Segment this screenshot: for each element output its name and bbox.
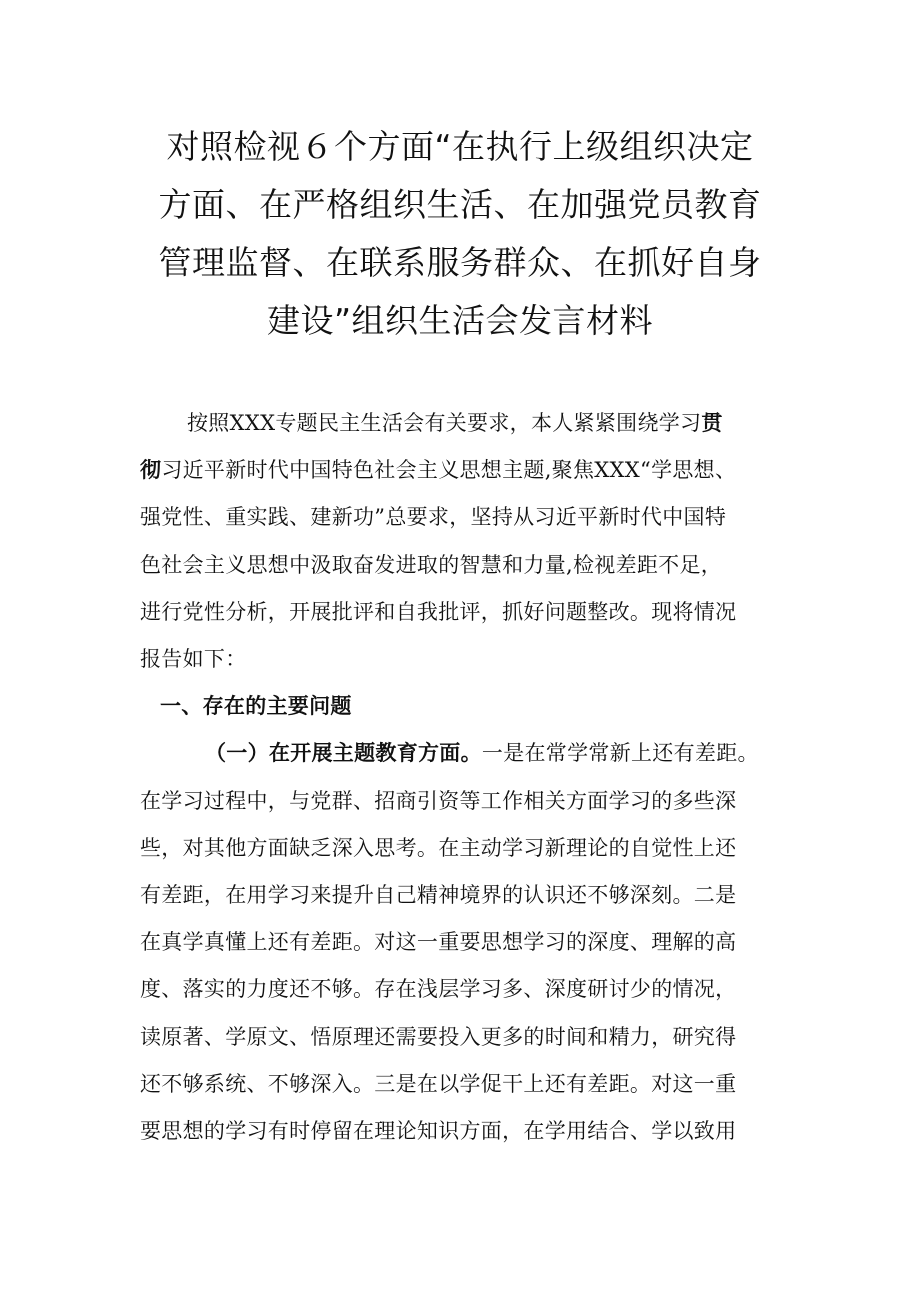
title-line-4: 建设”组织生活会发言材料 — [266, 301, 654, 340]
subsection-line: 读原著、学原文、悟原理还需要投入更多的时间和精力，研究得 — [140, 1024, 737, 1049]
title-line-1: 对照检视６个方面“在执行上级组织决定 — [166, 127, 754, 166]
intro-line-3: 强党性、重实践、建新功”总要求，坚持从习近平新时代中国特 — [140, 505, 727, 530]
section-heading: 一、存在的主要问题 — [160, 694, 352, 719]
subsection-heading: （一）在开展主题教育方面。 — [205, 741, 482, 766]
intro-line-2 — [140, 447, 800, 494]
subsection-line: 还不够系统、不够深入。三是在以学促干上还有差距。对这一重 — [140, 1071, 737, 1096]
subsection-line: 要思想的学习有时停留在理论知识方面，在学用结合、学以致用 — [140, 1119, 737, 1144]
subsection-line: 在真学真懂上还有差距。对这一重要思想学习的深度、理解的高 — [140, 930, 737, 955]
subsection-line: 有差距，在用学习来提升自己精神境界的认识还不够深刻。二是 — [140, 883, 737, 908]
document-title — [110, 118, 810, 350]
document-body — [140, 400, 800, 1155]
intro-bold-char: 贯 — [701, 411, 723, 435]
title-line-2: 方面、在严格组织生活、在加强党员教育 — [158, 185, 762, 224]
title-line-3: 管理监督、在联系服务群众、在抓好自身 — [158, 243, 762, 282]
intro-line-5: 进行党性分析，开展批评和自我批评，抓好问题整改。现将情况 — [140, 599, 737, 624]
subsection-line: 些，对其他方面缺乏深入思考。在主动学习新理论的自觉性上还 — [140, 835, 737, 860]
subsection-line: 度、落实的力度还不够。存在浅层学习多、深度研讨少的情况， — [140, 977, 737, 1002]
intro-text: 习近平新时代中国特色社会主义思想主题,聚焦XXX“学思想、 — [161, 458, 737, 483]
intro-line-6: 报告如下： — [140, 647, 247, 672]
intro-line-1 — [140, 400, 800, 447]
intro-bold-char: 彻 — [140, 458, 162, 483]
intro-line-4: 色社会主义思想中汲取奋发进取的智慧和力量,检视差距不足， — [140, 552, 723, 577]
intro-text: 按照XXX专题民主生活会有关要求，本人紧紧围绕学习 — [187, 411, 702, 435]
subsection-first-line — [140, 730, 800, 777]
subsection-text: 一是在常学常新上还有差距。 — [481, 741, 759, 766]
subsection-line: 在学习过程中，与党群、招商引资等工作相关方面学习的多些深 — [140, 788, 737, 813]
